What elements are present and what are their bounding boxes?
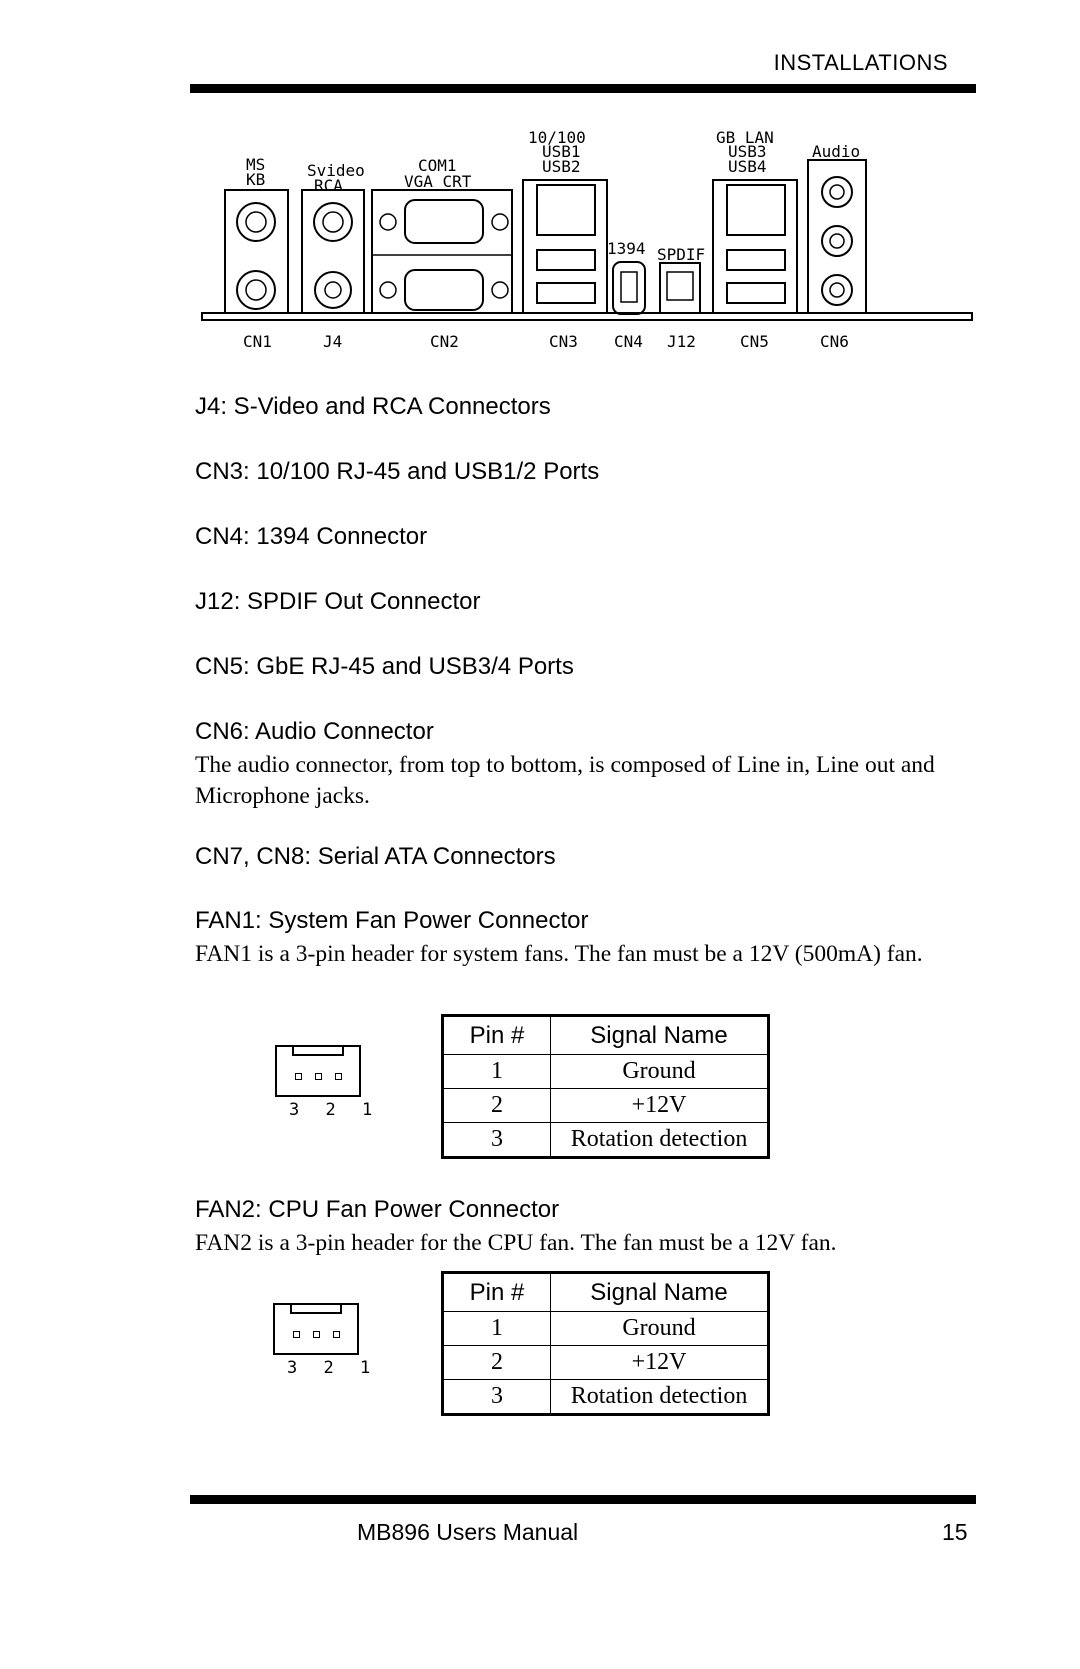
label-j12: J12 [667, 332, 696, 351]
label-audio: Audio [812, 142, 861, 161]
label-cn1: CN1 [243, 332, 272, 351]
label-10-100: 10/100 [528, 128, 586, 147]
label-vga-crt: VGA CRT [404, 172, 472, 191]
label-usb4: USB4 [728, 157, 767, 176]
heading-fan2: FAN2: CPU Fan Power Connector [195, 1196, 560, 1223]
fan2-pin-table [441, 1271, 770, 1416]
running-header: INSTALLATIONS [773, 50, 948, 75]
table-row: 1 Ground [443, 1312, 769, 1346]
label-usb3: USB3 [728, 142, 767, 161]
label-com1: COM1 [418, 156, 457, 175]
fan1-pin-numbers: 3 2 1 [289, 1100, 381, 1120]
label-cn3: CN3 [549, 332, 578, 351]
panel-baseplate [202, 313, 972, 320]
audio-connector [808, 160, 866, 313]
heading-j12: J12: SPDIF Out Connector [195, 588, 481, 615]
svideo-rca-connector [302, 190, 364, 313]
label-rca: RCA [314, 176, 343, 195]
ieee1394-connector [613, 262, 645, 314]
fan1-pin-table [441, 1014, 770, 1159]
table-row: 3 Rotation detection [443, 1380, 769, 1415]
ps2-connector [225, 190, 288, 313]
label-cn2: CN2 [430, 332, 459, 351]
table-row: 2 +12V [443, 1346, 769, 1380]
label-usb1: USB1 [542, 142, 581, 161]
heading-cn7-cn8: CN7, CN8: Serial ATA Connectors [195, 843, 556, 870]
table-row: 2 +12V [443, 1089, 769, 1123]
heading-cn3: CN3: 10/100 RJ-45 and USB1/2 Ports [195, 458, 600, 485]
label-1394: 1394 [607, 239, 646, 258]
label-ms: MS [246, 155, 266, 174]
label-cn5: CN5 [740, 332, 769, 351]
table-header-signal: Signal Name [551, 1273, 769, 1312]
page-number: 15 [942, 1519, 968, 1545]
rear-panel-diagram [0, 0, 1080, 360]
heading-cn5: CN5: GbE RJ-45 and USB3/4 Ports [195, 653, 574, 680]
label-j4: J4 [323, 332, 343, 351]
label-svideo: Svideo [307, 161, 365, 180]
heading-fan1: FAN1: System Fan Power Connector [195, 907, 589, 934]
heading-j4: J4: S-Video and RCA Connectors [195, 393, 551, 420]
label-cn4: CN4 [614, 332, 643, 351]
footer-manual-title: MB896 Users Manual [357, 1519, 579, 1545]
fan1-description: FAN1 is a 3-pin header for system fans. The fan must be a 12V (500mA) fan. [195, 941, 923, 967]
heading-cn4: CN4: 1394 Connector [195, 523, 428, 550]
label-kb: KB [246, 170, 266, 189]
table-header-pin: Pin # [443, 1016, 551, 1055]
table-header-signal: Signal Name [551, 1016, 769, 1055]
table-row: 3 Rotation detection [443, 1123, 769, 1158]
table-row: 1 Ground [443, 1055, 769, 1089]
fan2-pin-numbers: 3 2 1 [287, 1358, 379, 1378]
table-header-pin: Pin # [443, 1273, 551, 1312]
label-cn6: CN6 [820, 332, 849, 351]
footer-rule [190, 1495, 976, 1504]
lan-usb-connector-2 [713, 180, 797, 313]
lan-usb-connector-1 [523, 180, 607, 313]
fan2-description: FAN2 is a 3-pin header for the CPU fan. The fan must be a 12V fan. [195, 1230, 837, 1256]
cn6-description: The audio connector, from top to bottom, is composed of Line in, Line out and Microphone jacks. [195, 752, 935, 809]
label-spdif: SPDIF [657, 245, 706, 264]
label-gb-lan: GB LAN [716, 128, 774, 147]
label-usb2: USB2 [542, 157, 581, 176]
spdif-connector [660, 263, 700, 313]
heading-cn6: CN6: Audio Connector [195, 718, 434, 745]
com-vga-connector [372, 190, 512, 313]
